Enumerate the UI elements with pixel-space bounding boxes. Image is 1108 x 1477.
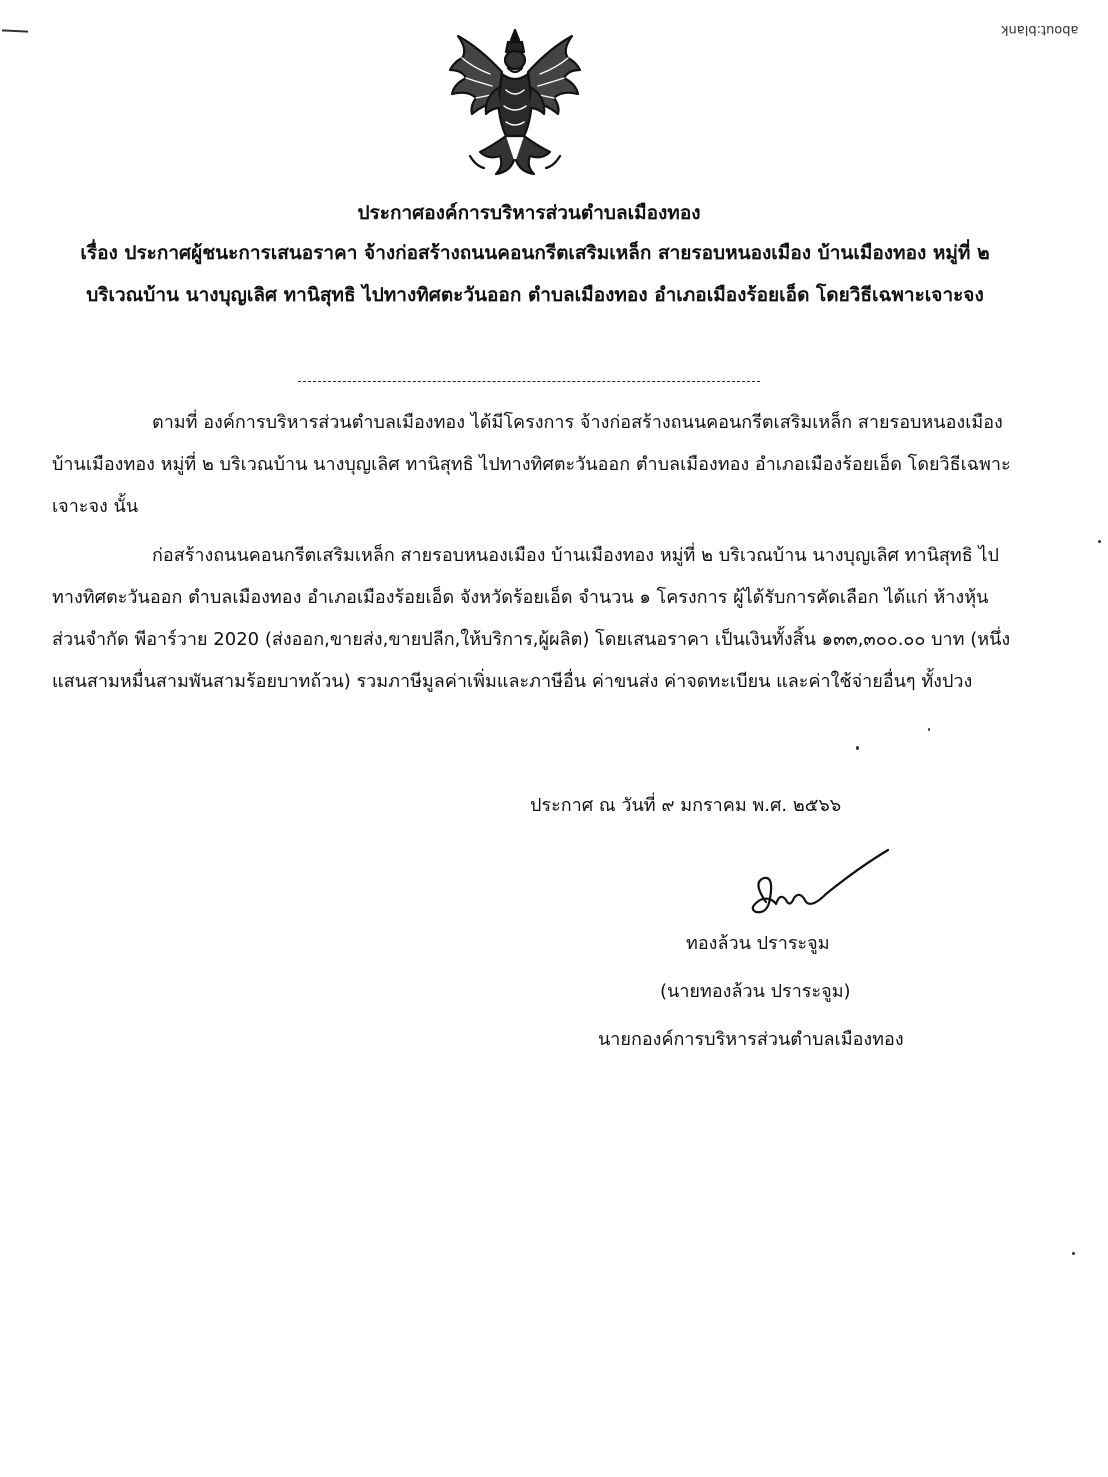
scan-mark [2, 29, 28, 32]
mirrored-browser-label: about:blank [1000, 22, 1078, 37]
section-divider [298, 381, 760, 382]
scan-speck [856, 746, 859, 750]
handwritten-signature-icon [730, 842, 900, 932]
scan-speck [1098, 540, 1101, 543]
scan-speck [928, 728, 930, 731]
signer-name: ทองล้วน ปราระจูม [686, 933, 830, 954]
garuda-emblem-icon [440, 28, 590, 180]
announcement-subject: เรื่อง ประกาศผู้ชนะการเสนอราคา จ้างก่อสร้างถนนคอนกรีตเสริมเหล็ก สายรอบหนองเมือง บ้านเมืองทอง หมู่ที่ ๒ บริเวณบ้าน นางบุญเลิศ ทานิสุทธิ ไปทางทิศตะวันออก ตำบลเมืองทอง อำเภอเมืองร้อยเอ็ด โดยวิธีเฉพาะเจาะจง [80, 242, 990, 306]
scan-speck [1072, 1252, 1075, 1255]
body-paragraph-2: ก่อสร้างถนนคอนกรีตเสริมเหล็ก สายรอบหนองเมือง บ้านเมืองทอง หมู่ที่ ๒ บริเวณบ้าน นางบุญเลิศ ทานิสุทธิ ไปทางทิศตะวันออก ตำบลเมืองทอง อำเภอเมืองร้อยเอ็ด จังหวัดร้อยเอ็ด จำนวน ๑ โครงการ ผู้ได้รับการคัดเลือก ได้แก่ ห้างหุ้นส่วนจำกัด พีอาร์วาย 2020 (ส่งออก,ขายส่ง,ขายปลีก,ให้บริการ,ผู้ผลิต) โดยเสนอราคา เป็นเงินทั้งสิ้น ๑๓๓,๓๐๐.๐๐ บาท (หนึ่งแสนสามหมื่นสามพันสามร้อยบาทถ้วน) รวมภาษีมูลค่าเพิ่มและภาษีอื่น ค่าขนส่ง ค่าจดทะเบียน และค่าใช้จ่ายอื่นๆ ทั้งปวง [52, 545, 1011, 692]
announcement-date: ประกาศ ณ วันที่ ๙ มกราคม พ.ศ. ๒๕๖๖ [530, 795, 842, 816]
body-paragraph-1: ตามที่ องค์การบริหารส่วนตำบลเมืองทอง ได้มีโครงการ จ้างก่อสร้างถนนคอนกรีตเสริมเหล็ก สายรอบหนองเมือง บ้านเมืองทอง หมู่ที่ ๒ บริเวณบ้าน นางบุญเลิศ ทานิสุทธิ ไปทางทิศตะวันออก ตำบลเมืองทอง อำเภอเมืองร้อยเอ็ด โดยวิธีเฉพาะเจาะจง นั้น [52, 412, 1011, 517]
signer-full-name: (นายทองล้วน ปราระจูม) [660, 981, 851, 1002]
announcement-title: ประกาศองค์การบริหารส่วนตำบลเมืองทอง [357, 202, 701, 224]
signer-position: นายกองค์การบริหารส่วนตำบลเมืองทอง [598, 1029, 904, 1050]
